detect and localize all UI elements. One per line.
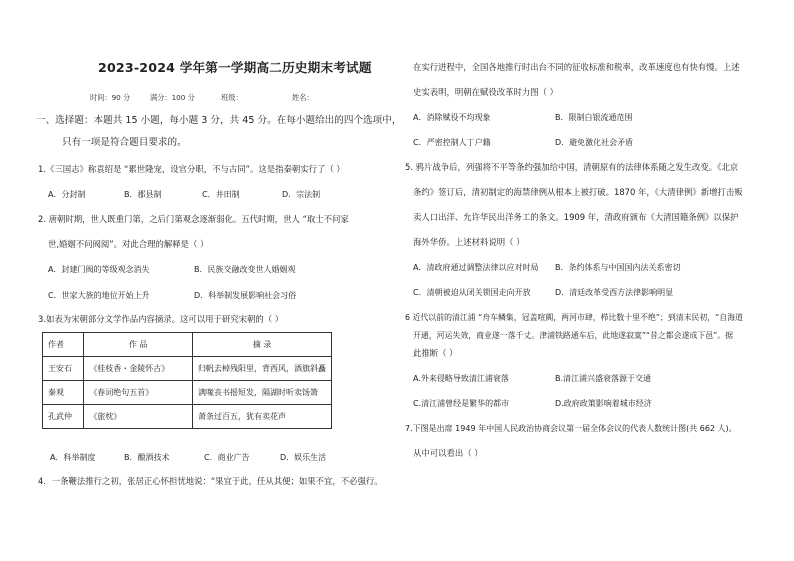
table-cell-work: 《旅枕》	[84, 405, 193, 429]
q6-option-c: C.清江浦曾经是繁华的都市	[413, 399, 510, 408]
q2-stem-line1: 2. 唐朝时期，世人既重门第，之后门第观念逐渐弱化。五代时期，世人 “取士不问家	[38, 214, 349, 224]
q6-option-d: D.政府政策影响着城市经济	[555, 399, 652, 408]
table-header-author: 作者	[43, 333, 84, 357]
table-row	[43, 381, 332, 405]
q3-option-c: C．商业广告	[204, 453, 250, 462]
q4-option-b: B．限制白银流通范围	[555, 113, 633, 122]
q4-option-c: C．严密控制人丁户籍	[413, 138, 491, 147]
time-label: 时间：90 分	[90, 93, 131, 102]
q5-stem-line1: 5. 鸦片战争后，列强将不平等条约强加给中国，清朝原有的法律体系随之发生改变。《北京	[405, 162, 739, 172]
q4-stem: 4．一条鞭法推行之初，张居正心怀担忧地说：“果宜于此，任从其便；如果不宜，不必强行。	[38, 476, 383, 486]
q3-stem: 3.如表为宋朝部分文学作品内容摘录。这可以用于研究宋朝的（ ）	[38, 314, 284, 324]
table-header-row	[43, 333, 332, 357]
q1-option-b: B．郡县制	[124, 190, 162, 199]
q2-stem-line2: 世,婚姻不问阀阅”。对此合理的解释是（ ）	[48, 239, 209, 249]
table-cell-work: 《春词绝句五首》	[84, 381, 193, 405]
section-instruction-line1: 一、选择题：本题共 15 小题，每小题 3 分，共 45 分。在每小题给出的四个选项中，	[36, 115, 402, 126]
q1-option-c: C．井田制	[202, 190, 240, 199]
exam-title: 2023-2024 学年第一学期高二历史期末考试题	[98, 60, 372, 75]
q1-option-a: A．分封制	[48, 190, 86, 199]
name-label: 姓名：	[292, 93, 314, 102]
q5-option-c: C．清朝被迫从闭关锁国走向开放	[413, 288, 531, 297]
q2-option-c: C．世家大族的地位开始上升	[48, 291, 150, 300]
q5-option-b: B．条约体系与中国国内法关系密切	[555, 263, 681, 272]
q3-option-b: B．酿酒技术	[124, 453, 170, 462]
q5-stem-line3: 卖人口出洋、允许华民出洋务工的条文。1909 年，清政府颁布《大清国籍条例》以保护	[413, 212, 739, 222]
q2-option-d: D．科举制发展影响社会习俗	[194, 291, 297, 300]
q6-stem-line1: 6 近代以前的清江浦 “舟车鳞集，冠盖喧阗，两河市肆，栉比数十里不绝”；到清末民初，“自海道	[405, 313, 743, 322]
table-row	[43, 357, 332, 381]
table-cell-author: 王安石	[43, 357, 84, 381]
q7-stem-line1: 7.下图是出席 1949 年中国人民政治协商会议第一届全体会议的代表人数统计图(共 662 人)。	[405, 424, 737, 433]
table-cell-author: 秦观	[43, 381, 84, 405]
class-label: 班级：	[221, 93, 243, 102]
q3-source-table	[42, 332, 332, 429]
q4-option-d: D．避免激化社会矛盾	[555, 138, 634, 147]
q2-option-b: B．民族交融改变世人婚姻观	[194, 265, 296, 274]
q6-option-a: A.外来侵略导致清江浦衰落	[413, 374, 509, 383]
q4-continued-line2: 史实表明，明朝在赋役改革时力图（ ）	[413, 87, 559, 97]
q4-option-a: A．消除赋役不均现象	[413, 113, 491, 122]
q5-stem-line4: 海外华侨。上述材料说明（ ）	[413, 237, 525, 247]
q5-option-d: D．清廷改革受西方法律影响明显	[555, 288, 674, 297]
score-label: 满分：100 分	[150, 93, 195, 102]
table-cell-work: 《桂枝香・金陵怀古》	[84, 357, 193, 381]
q1-option-d: D．宗法制	[282, 190, 321, 199]
q2-option-a: A．封建门阀的等级观念消失	[48, 265, 150, 274]
section-instruction-line2: 只有一项是符合题目要求的。	[62, 137, 187, 148]
q6-stem-line3: 此推断（ ）	[413, 348, 458, 358]
table-cell-excerpt: 归帆去棹残阳里，背西风，酒旗斜矗	[193, 357, 332, 381]
q6-stem-line2: 开通，河运失效，商业遂一落千丈。津浦铁路通车后，此地遂寂寞”“昔之都会遂成下邑”。据	[413, 331, 734, 340]
table-header-excerpt: 摘 录	[193, 333, 332, 357]
table-cell-excerpt: 满喙丧书摇短发，隔湖时听卖饧箫	[193, 381, 332, 405]
q3-option-a: A．科举制度	[50, 453, 96, 462]
q3-option-d: D．娱乐生活	[280, 453, 327, 462]
q5-stem-line2: 条约》签订后，清初制定的海禁律例从根本上被打破。1870 年，《大清律例》新增打击贩	[413, 187, 743, 197]
q7-stem-line2: 从中可以看出（ ）	[413, 448, 483, 458]
q1-stem: 1.《三国志》称袁绍是 “累世隆宠，设官分职，不与古同”。这是指秦朝实行了（ ）	[38, 164, 345, 174]
q6-option-b: B.清江浦兴盛衰落源于交通	[555, 374, 652, 383]
table-row	[43, 405, 332, 429]
table-cell-author: 孔武仲	[43, 405, 84, 429]
table-cell-excerpt: 萧条过百五，犹有卖花声	[193, 405, 332, 429]
q4-continued-line1: 在实行进程中，全国各地推行时出台不同的征收标准和税率，改革速度也有快有慢。上述	[413, 62, 740, 72]
q5-option-a: A．清政府通过调整法律以应对时局	[413, 263, 539, 272]
table-header-work: 作 品	[84, 333, 193, 357]
